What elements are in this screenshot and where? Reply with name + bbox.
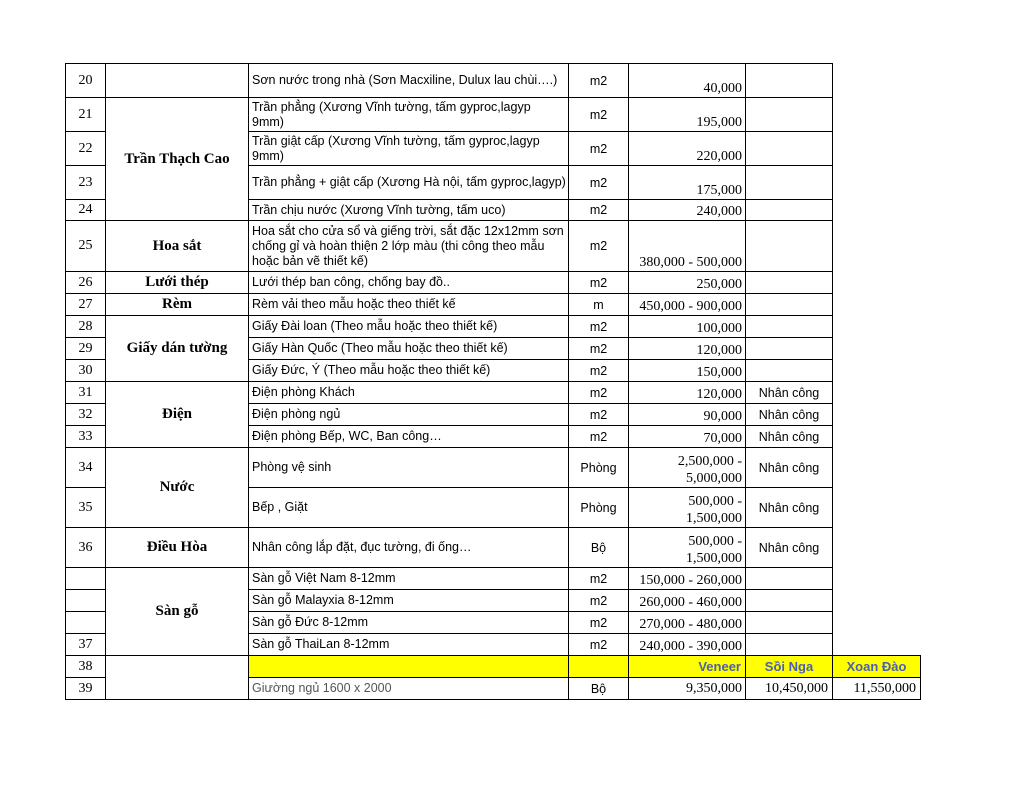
unit-cell [569, 656, 629, 678]
row-number: 38 [66, 656, 106, 678]
unit-cell: m2 [569, 200, 629, 221]
item-description: Giấy Đức, Ý (Theo mẫu hoặc theo thiết kế) [249, 360, 569, 382]
category-dieu-hoa: Điều Hòa [106, 528, 249, 568]
price-cell: 260,000 - 460,000 [629, 590, 746, 612]
price-cell: 175,000 [629, 166, 746, 200]
price-xoan-dao: 11,550,000 [833, 678, 921, 700]
item-description: Phòng vệ sinh [249, 448, 569, 488]
category-dien: Điện [106, 382, 249, 448]
row-number: 35 [66, 488, 106, 528]
price-veneer: 9,350,000 [629, 678, 746, 700]
veneer-header: Veneer [629, 656, 746, 678]
row-number: 25 [66, 221, 106, 272]
item-description: Nhân công lắp đặt, đục tường, đi ống… [249, 528, 569, 568]
unit-cell: m2 [569, 426, 629, 448]
price-cell: 220,000 [629, 132, 746, 166]
unit-cell: m2 [569, 316, 629, 338]
unit-cell: m2 [569, 360, 629, 382]
price-cell: 240,000 [629, 200, 746, 221]
row-number: 28 [66, 316, 106, 338]
item-description: Rèm vải theo mẫu hoặc theo thiết kế [249, 294, 569, 316]
table-row [66, 98, 921, 132]
item-description: Trần phẳng (Xương Vĩnh tường, tấm gyproc,lagyp 9mm) [249, 98, 569, 132]
table-row [66, 64, 921, 98]
item-description: Sàn gỗ ThaiLan 8-12mm [249, 634, 569, 656]
note-cell [746, 64, 833, 98]
unit-cell: m2 [569, 64, 629, 98]
category-cell [106, 64, 249, 98]
price-cell [629, 528, 746, 568]
unit-cell: m2 [569, 612, 629, 634]
price-line: 5,000,000 [686, 471, 742, 486]
unit-cell: m2 [569, 272, 629, 294]
note-cell [746, 338, 833, 360]
item-description: Điện phòng Bếp, WC, Ban công… [249, 426, 569, 448]
item-description: Giấy Đài loan (Theo mẫu hoặc theo thiết kế) [249, 316, 569, 338]
category-nuoc: Nước [106, 448, 249, 528]
price-line: 500,000 - [688, 534, 742, 549]
price-cell: 150,000 [629, 360, 746, 382]
item-description: Sàn gỗ Việt Nam 8-12mm [249, 568, 569, 590]
note-cell [746, 612, 833, 634]
item-description: Sơn nước trong nhà (Sơn Macxiline, Dulux lau chùi….) [249, 64, 569, 98]
note-cell [746, 316, 833, 338]
note-cell [746, 221, 833, 272]
unit-cell: m2 [569, 166, 629, 200]
table-row [66, 316, 921, 338]
unit-cell: m2 [569, 132, 629, 166]
price-line: 1,500,000 [686, 551, 742, 566]
item-description: Trần phẳng + giật cấp (Xương Hà nội, tấm gyproc,lagyp) [249, 166, 569, 200]
price-sheet [65, 63, 921, 700]
row-number: 20 [66, 64, 106, 98]
row-number: 30 [66, 360, 106, 382]
unit-cell: Bộ [569, 678, 629, 700]
price-line: 1,500,000 [686, 511, 742, 526]
note-cell [746, 272, 833, 294]
price-line: 500,000 - [688, 494, 742, 509]
note-cell [746, 568, 833, 590]
price-cell: 250,000 [629, 272, 746, 294]
unit-cell: m2 [569, 382, 629, 404]
note-cell: Nhân công [746, 528, 833, 568]
note-cell [746, 98, 833, 132]
price-cell: 100,000 [629, 316, 746, 338]
table-row [66, 528, 921, 568]
unit-cell: m2 [569, 98, 629, 132]
table-row [66, 221, 921, 272]
xoan-dao-header: Xoan Đào [833, 656, 921, 678]
unit-cell: m [569, 294, 629, 316]
soi-nga-header: Sồi Nga [746, 656, 833, 678]
row-number: 23 [66, 166, 106, 200]
row-number: 33 [66, 426, 106, 448]
note-cell: Nhân công [746, 426, 833, 448]
price-cell: 90,000 [629, 404, 746, 426]
note-cell [746, 166, 833, 200]
item-description: Giường ngủ 1600 x 2000 [249, 678, 569, 700]
note-cell: Nhân công [746, 488, 833, 528]
note-cell [746, 200, 833, 221]
row-number: 26 [66, 272, 106, 294]
unit-cell: Phòng [569, 448, 629, 488]
price-cell: 120,000 [629, 382, 746, 404]
row-number: 31 [66, 382, 106, 404]
item-description: Sàn gỗ Đức 8-12mm [249, 612, 569, 634]
item-description: Điện phòng Khách [249, 382, 569, 404]
table-row [66, 448, 921, 488]
table-row [66, 568, 921, 590]
note-cell: Nhân công [746, 382, 833, 404]
item-description: Lưới thép ban công, chống bay đồ.. [249, 272, 569, 294]
note-cell [746, 132, 833, 166]
table-row [66, 382, 921, 404]
category-rem: Rèm [106, 294, 249, 316]
price-cell: 150,000 - 260,000 [629, 568, 746, 590]
row-number: 39 [66, 678, 106, 700]
category-hoa-sat: Hoa sắt [106, 221, 249, 272]
unit-cell: m2 [569, 590, 629, 612]
note-cell [746, 360, 833, 382]
unit-cell: m2 [569, 338, 629, 360]
item-description: Bếp , Giặt [249, 488, 569, 528]
price-line: 2,500,000 - [677, 454, 742, 469]
row-number: 36 [66, 528, 106, 568]
unit-cell: Phòng [569, 488, 629, 528]
row-number [66, 612, 106, 634]
table-row-header-highlight [66, 656, 921, 678]
item-description: Trần giật cấp (Xương Vĩnh tường, tấm gyproc,lagyp 9mm) [249, 132, 569, 166]
unit-cell: Bộ [569, 528, 629, 568]
row-number: 21 [66, 98, 106, 132]
row-number [66, 568, 106, 590]
unit-cell: m2 [569, 634, 629, 656]
row-number: 37 [66, 634, 106, 656]
table-row [66, 294, 921, 316]
item-description: Trần chịu nước (Xương Vĩnh tường, tấm uco) [249, 200, 569, 221]
row-number: 24 [66, 200, 106, 221]
unit-cell: m2 [569, 221, 629, 272]
price-cell: 450,000 - 900,000 [629, 294, 746, 316]
row-number: 27 [66, 294, 106, 316]
price-cell: 70,000 [629, 426, 746, 448]
item-description: Giấy Hàn Quốc (Theo mẫu hoặc theo thiết kế) [249, 338, 569, 360]
price-cell: 120,000 [629, 338, 746, 360]
category-cell [106, 656, 249, 700]
price-cell: 270,000 - 480,000 [629, 612, 746, 634]
price-cell [629, 448, 746, 488]
price-cell: 195,000 [629, 98, 746, 132]
item-description [249, 656, 569, 678]
category-luoi-thep: Lưới thép [106, 272, 249, 294]
price-cell: 40,000 [629, 64, 746, 98]
item-description: Điện phòng ngủ [249, 404, 569, 426]
note-cell [746, 634, 833, 656]
note-cell: Nhân công [746, 404, 833, 426]
unit-cell: m2 [569, 404, 629, 426]
category-san-go: Sàn gỗ [106, 568, 249, 656]
row-number [66, 590, 106, 612]
row-number: 22 [66, 132, 106, 166]
note-cell [746, 294, 833, 316]
price-cell [629, 488, 746, 528]
note-cell [746, 590, 833, 612]
row-number: 32 [66, 404, 106, 426]
unit-cell: m2 [569, 568, 629, 590]
note-cell: Nhân công [746, 448, 833, 488]
category-giay-dan-tuong: Giấy dán tường [106, 316, 249, 382]
item-description: Sàn gỗ Malayxia 8-12mm [249, 590, 569, 612]
item-description: Hoa sắt cho cửa sổ và giếng trời, sắt đặc 12x12mm sơn chống gỉ và hoàn thiện 2 lớp màu (thi công theo mẫu hoặc bản vẽ thiết kế) [249, 221, 569, 272]
price-table [65, 63, 921, 700]
price-soi-nga: 10,450,000 [746, 678, 833, 700]
row-number: 34 [66, 448, 106, 488]
row-number: 29 [66, 338, 106, 360]
price-cell: 380,000 - 500,000 [629, 221, 746, 272]
table-row [66, 272, 921, 294]
price-cell: 240,000 - 390,000 [629, 634, 746, 656]
category-tran-thach-cao: Trần Thạch Cao [106, 98, 249, 221]
